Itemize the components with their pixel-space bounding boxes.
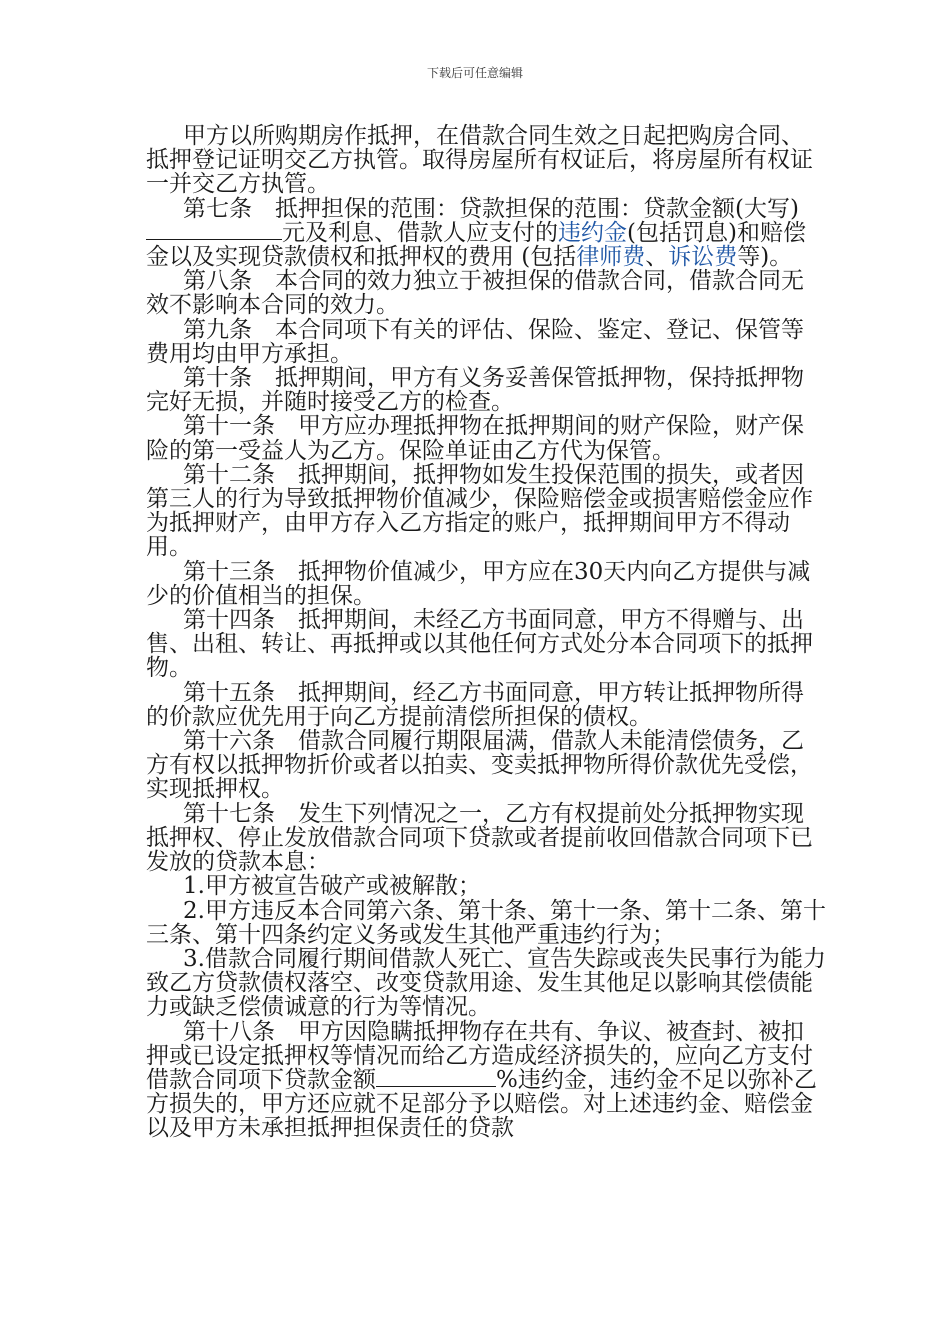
term-link[interactable]: 违约金 xyxy=(558,219,627,246)
paragraph xyxy=(146,947,826,1020)
text-run: 等)。 xyxy=(737,244,793,271)
paragraph xyxy=(146,608,826,681)
text-run: 、 xyxy=(645,244,669,271)
paragraph xyxy=(146,802,826,875)
text-run: 第十二条 抵押期间，抵押物如发生投保范围的损失，或者因第三人的行为导致抵押物价值减少，保险赔偿金或损害赔偿金应作为抵押财产，由甲方存入乙方指定的账户，抵押期间甲方不得动用。 xyxy=(146,461,813,561)
paragraph xyxy=(146,560,826,608)
paragraph xyxy=(146,874,826,898)
text-run: 甲方以所购期房作抵押，在借款合同生效之日起把购房合同、抵押登记证明交乙方执管。取得房屋所有权证后，将房屋所有权证一并交乙方执管。 xyxy=(146,123,813,198)
fill-in-blank xyxy=(146,221,282,240)
text-run: 1.甲方被宣告破产或被解散； xyxy=(183,873,481,900)
text-run: 2.甲方违反本合同第六条、第十条、第十一条、第十二条、第十三条、第十四条约定义务或发生其他严重违约行为； xyxy=(146,897,826,948)
paragraph xyxy=(146,197,826,270)
text-run: 第八条 本合同的效力独立于被担保的借款合同，借款合同无效不影响本合同的效力。 xyxy=(146,268,804,319)
text-run: 3.借款合同履行期间借款人死亡、宣告失踪或丧失民事行为能力致乙方贷款债权落空、改变贷款用途、发生其他足以影响其偿债能力或缺乏偿债诚意的行为等情况。 xyxy=(146,945,826,1021)
text-run: 第七条 抵押担保的范围：贷款担保的范围：贷款金额(大写) xyxy=(183,195,799,222)
paragraph xyxy=(146,681,826,729)
term-link[interactable]: 诉讼费 xyxy=(668,244,738,271)
text-run: 第十三条 抵押物价值减少，甲方应在30天内向乙方提供与减少的价值相当的担保。 xyxy=(146,558,811,609)
text-run: 第十五条 抵押期间，经乙方书面同意，甲方转让抵押物所得的价款应优先用于向乙方提前清偿所担保的债权。 xyxy=(146,679,804,730)
paragraph xyxy=(146,269,826,317)
fill-in-blank xyxy=(376,1068,496,1087)
document-body xyxy=(146,124,826,1141)
text-run: 元及利息、借款人应支付的 xyxy=(282,219,558,246)
paragraph xyxy=(146,463,826,560)
paragraph xyxy=(146,318,826,366)
text-run: 第十六条 借款合同履行期限届满，借款人未能清偿债务，乙方有权以抵押物折价或者以拍卖、变卖抵押物所得价款优先受偿，实现抵押权。 xyxy=(146,728,813,803)
text-run: 第十四条 抵押期间，未经乙方书面同意，甲方不得赠与、出售、出租、转让、再抵押或以其他任何方式处分本合同项下的抵押物。 xyxy=(146,607,813,682)
paragraph xyxy=(146,729,826,802)
text-run: 第十条 抵押期间，甲方有义务妥善保管抵押物，保持抵押物完好无损，并随时接受乙方的检查。 xyxy=(146,365,804,416)
paragraph xyxy=(146,124,826,197)
text-run: 第十七条 发生下列情况之一，乙方有权提前处分抵押物实现抵押权、停止发放借款合同项下贷款或者提前收回借款合同项下已发放的贷款本息： xyxy=(146,800,813,876)
page-header: 下载后可任意编辑 xyxy=(426,66,523,80)
paragraph xyxy=(146,1020,826,1141)
text-run: 第九条 本合同项下有关的评估、保险、鉴定、登记、保管等费用均由甲方承担。 xyxy=(146,316,804,367)
text-run: (包括罚息)和赔偿金以及实现贷款债权和抵押权的费用 (包括 xyxy=(146,219,806,271)
paragraph xyxy=(146,899,826,947)
text-run: 第十八条 甲方因隐瞒抵押物存在共有、争议、被查封、被扣押或已设定抵押权等情况而给乙方造成经济损失的，应向乙方支付借款合同项下贷款金额 xyxy=(146,1018,813,1093)
text-run: 第十一条 甲方应办理抵押物在抵押期间的财产保险，财产保险的第一受益人为乙方。保险单证由乙方代为保管。 xyxy=(146,413,804,464)
paragraph xyxy=(146,414,826,462)
text-run: %违约金，违约金不足以弥补乙方损失的，甲方还应就不足部分予以赔偿。对上述违约金、赔偿金以及甲方未承担抵押担保责任的贷款 xyxy=(146,1066,817,1142)
paragraph xyxy=(146,366,826,414)
term-link[interactable]: 律师费 xyxy=(576,244,646,271)
